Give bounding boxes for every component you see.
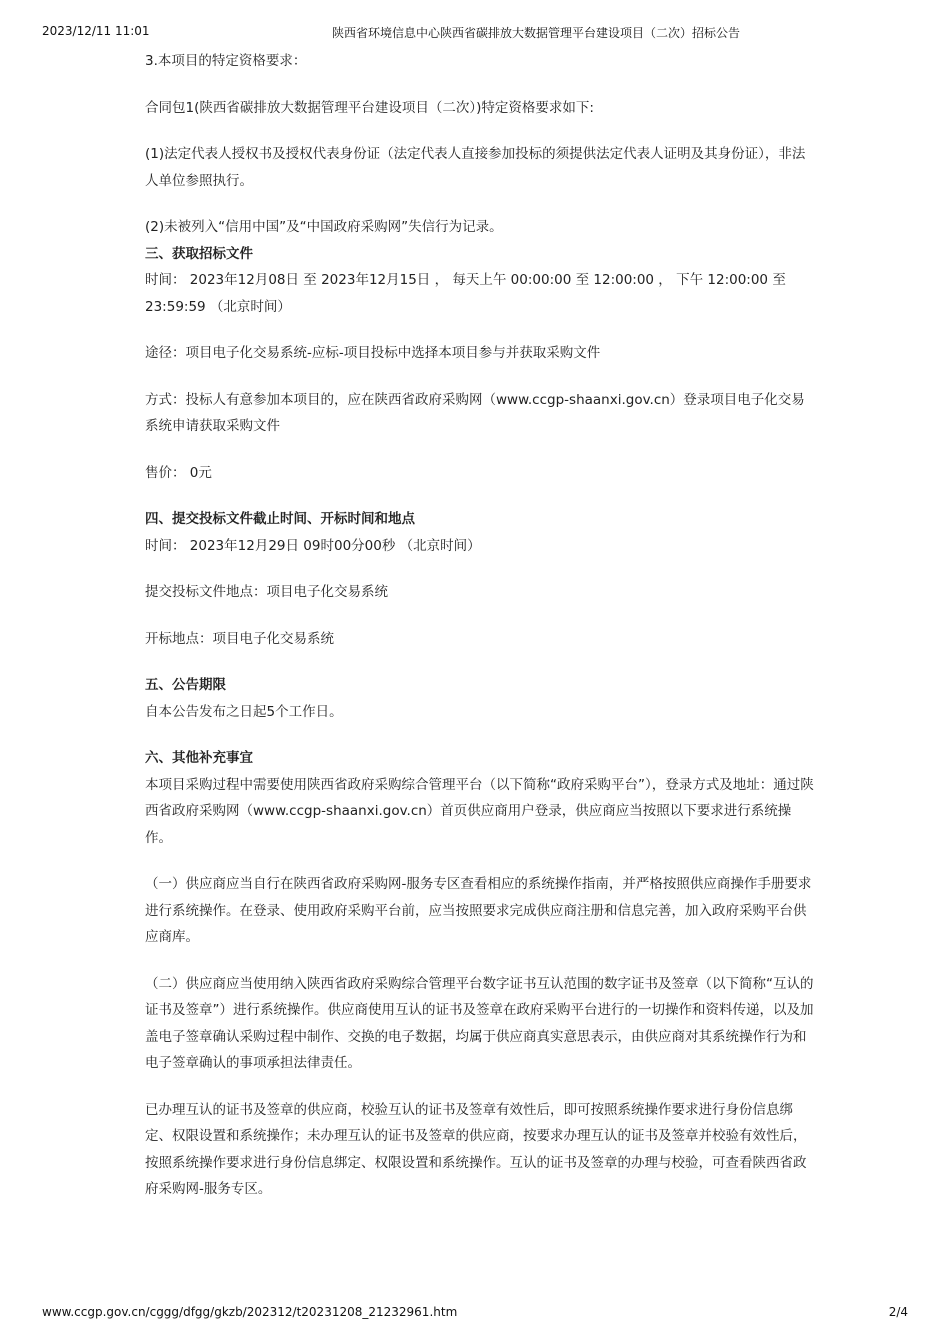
qualification-title: 3.本项目的特定资格要求： [145, 53, 307, 69]
section-5-heading: 五、公告期限 [145, 677, 226, 693]
page-number: 2/4 [888, 1305, 908, 1319]
section-6-heading: 六、其他补充事宜 [145, 750, 253, 766]
section-5-text: 自本公告发布之日起5个工作日。 [145, 703, 343, 720]
section-3-heading: 三、获取招标文件 [145, 245, 253, 262]
section-4-open-location: 开标地点：项目电子化交易系统 [145, 630, 334, 647]
section-3-time: 时间： 2023年12月08日 至 2023年12月15日 ， 每天上午 00:00:00 至 12:00:00 ， 下午 12:00:00 至 23:59:59 （北京时间） [145, 272, 786, 315]
section-3-way: 途径：项目电子化交易系统-应标-项目投标中选择本项目参与并获取采购文件 [145, 345, 601, 361]
section-3-method: 方式：投标人有意参加本项目的，应在陕西省政府采购网（www.ccgp-shaanxi.gov.cn）登录项目电子化交易系统申请获取采购文件 [145, 391, 805, 434]
section-6-paragraph-1: 本项目采购过程中需要使用陕西省政府采购综合管理平台（以下简称“政府采购平台”），登录方式及地址：通过陕西省政府采购网（www.ccgp-shaanxi.gov.cn）首页供应商用户登录，供应商应当按照以下要求进行系统操作。 [145, 776, 814, 846]
qualification-item-2: (2)未被列入“信用中国”及“中国政府采购网”失信行为记录。 [145, 219, 503, 235]
announcement-body [145, 48, 815, 1203]
section-3-price: 售价： 0元 [145, 464, 212, 481]
section-6-paragraph-4: 已办理互认的证书及签章的供应商，校验互认的证书及签章有效性后，即可按照系统操作要求进行身份信息绑定、权限设置和系统操作；未办理互认的证书及签章的供应商，按要求办理互认的证书及签章并校验有效性后，按照系统操作要求进行身份信息绑定、权限设置和系统操作。互认的证书及签章的办理与校验，可查看陕西省政府采购网-服务专区。 [145, 1101, 807, 1197]
section-4-submit-location: 提交投标文件地点：项目电子化交易系统 [145, 584, 388, 600]
section-6-paragraph-3: （二）供应商应当使用纳入陕西省政府采购综合管理平台数字证书互认范围的数字证书及签章（以下简称“互认的证书及签章”）进行系统操作。供应商使用互认的证书及签章在政府采购平台进行的一切操作和资料传递，以及加盖电子签章确认采购过程中制作、交换的电子数据，均属于供应商真实意思表示，由供应商对其系统操作行为和电子签章确认的事项承担法律责任。 [145, 975, 814, 1071]
section-4-heading: 四、提交投标文件截止时间、开标时间和地点 [145, 511, 415, 527]
print-datetime: 2023/12/11 11:01 [42, 24, 150, 38]
section-4-time: 时间： 2023年12月29日 09时00分00秒 （北京时间） [145, 537, 481, 554]
footer-url: www.ccgp.gov.cn/cggg/dfgg/gkzb/202312/t20231208_21232961.htm [42, 1305, 458, 1319]
page-title: 陕西省环境信息中心陕西省碳排放大数据管理平台建设项目（二次）招标公告 [332, 26, 741, 40]
qualification-package: 合同包1(陕西省碳排放大数据管理平台建设项目（二次）)特定资格要求如下: [145, 99, 594, 116]
section-6-paragraph-2: （一）供应商应当自行在陕西省政府采购网-服务专区查看相应的系统操作指南，并严格按照供应商操作手册要求进行系统操作。在登录、使用政府采购平台前，应当按照要求完成供应商注册和信息完善，加入政府采购平台供应商库。 [145, 876, 812, 945]
qualification-item-1: (1)法定代表人授权书及授权代表身份证（法定代表人直接参加投标的须提供法定代表人证明及其身份证），非法人单位参照执行。 [145, 146, 806, 189]
